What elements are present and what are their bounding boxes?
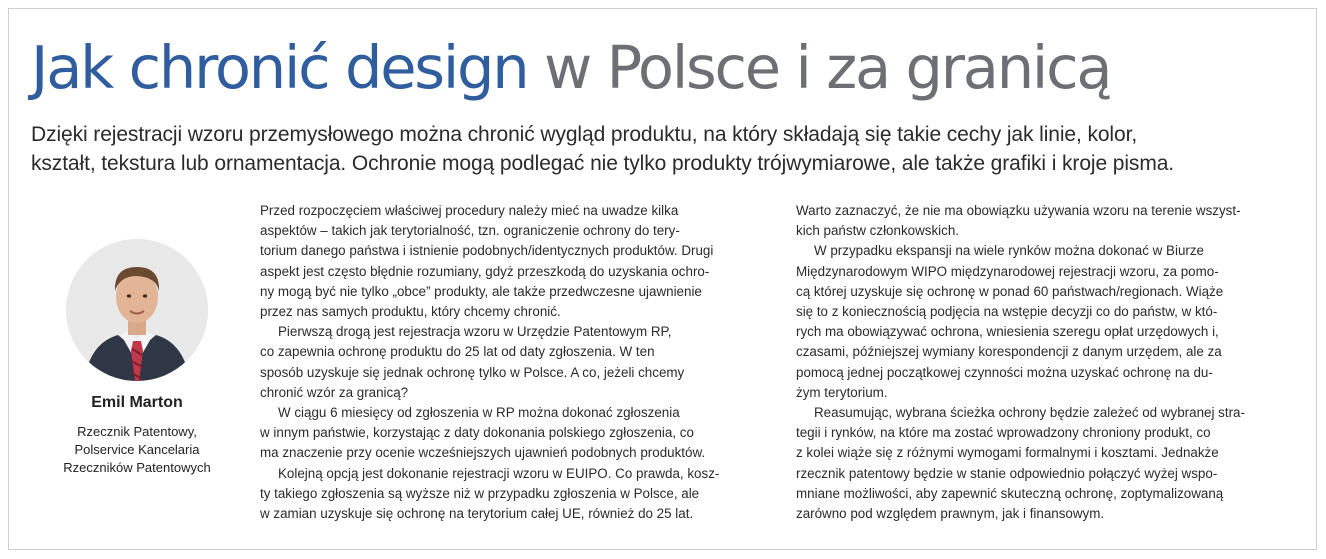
text-line: żym terytorium. — [796, 384, 888, 400]
text-line: w zamian uzyskuje się ochronę na terytorium całej UE, również do 25 lat. — [260, 506, 694, 522]
text-line: W ciągu 6 miesięcy od zgłoszenia w RP można dokonać zgłoszenia — [278, 405, 680, 421]
title-highlight: Jak chronić design — [31, 33, 528, 102]
author-role-line: Rzecznik Patentowy, — [77, 424, 197, 439]
text-line: aspektów – takich jak terytorialność, tzn. ograniczenie ochrony do tery- — [260, 223, 680, 239]
text-line: tegii i rynków, na które ma zostać wprowadzony chroniony produkt, co — [796, 425, 1211, 441]
text-line: torium danego państwa i istnienie podobnych/identycznych produktów. Drugi — [260, 243, 714, 259]
text-line: ma znaczenie przy ocenie wcześniejszych ujawnień podobnych produktów. — [260, 445, 706, 461]
text-line: chronić wzór za granicą? — [260, 384, 409, 400]
lead-line: kształt, tekstura lub ornamentacja. Ochronie mogą podlegać nie tylko produkty trójwymiarowe, ale także grafiki i kroje pisma. — [31, 152, 1175, 175]
author-role-line: Rzeczników Patentowych — [63, 460, 211, 475]
text-column-2 — [796, 201, 1301, 524]
text-line: Pierwszą drogą jest rejestracja wzoru w Urzędzie Patentowym RP, — [278, 324, 672, 340]
title-rest: w Polsce i za granicą — [527, 33, 1111, 102]
text-line: w innym państwie, korzystając z daty dokonania polskiego zgłoszenia, co — [260, 425, 694, 441]
text-line: Kolejną opcją jest dokonanie rejestracji wzoru w EUIPO. Co prawda, kosz- — [278, 465, 720, 481]
text-line: Reasumując, wybrana ścieżka ochrony będzie zależeć od wybranej stra- — [814, 405, 1245, 421]
text-line: sposób uzyskuje się jednak ochronę tylko w Polsce. A co, jeżeli chcemy — [260, 364, 685, 380]
text-line: się to z koniecznością podjęcia na wstępie decyzji co do państw, w któ- — [796, 304, 1218, 320]
text-line: Przed rozpoczęciem właściwej procedury należy mieć na uwadze kilka — [260, 203, 679, 218]
article — [8, 8, 1317, 550]
text-line: zarówno pod względem prawnym, jak i finansowym. — [796, 506, 1105, 522]
article-title — [31, 29, 1110, 107]
text-line: z kolei wiąże się z różnymi wymogami formalnymi i kosztami. Jednakże — [796, 445, 1219, 461]
text-line: rych ma obowiązywać ochrona, wniesienia szeregu opłat urzędowych i, — [796, 324, 1219, 340]
article-lead — [31, 120, 1316, 178]
text-line: W przypadku ekspansji na wiele rynków można dokonać w Biurze — [814, 243, 1204, 259]
author-box — [37, 239, 237, 477]
text-line: rzecznik patentowy będzie w stanie odpowiednio połączyć wyżej wspo- — [796, 465, 1218, 481]
author-role — [37, 423, 237, 477]
text-line: Międzynarodowym WIPO międzynarodowej rejestracji wzoru, za pomo- — [796, 263, 1219, 279]
text-line: ny mogą być nie tylko „obce” produkty, ale także przedwczesne ujawnienie — [260, 283, 702, 299]
lead-line: Dzięki rejestracji wzoru przemysłowego można chronić wygląd produktu, na który składają się takie cechy jak linie, kolor, — [31, 123, 1138, 146]
author-name: Emil Marton — [91, 394, 183, 411]
text-line: kich państw członkowskich. — [796, 223, 959, 239]
text-line: cą której uzyskuje się ochronę w ponad 60 państwach/regionach. Wiąże — [796, 283, 1224, 299]
text-line: mniane możliwości, aby zapewnić skuteczną ochronę, zoptymalizowaną — [796, 485, 1224, 501]
text-column-1 — [260, 201, 765, 524]
text-line: co zapewnia ochronę produktu do 25 lat od daty zgłoszenia. W ten — [260, 344, 655, 360]
text-line: pomocą jednej początkowej czynności można uzyskać ochronę na du- — [796, 364, 1213, 380]
text-line: ty takiego zgłoszenia są wyższe niż w przypadku zgłoszenia w Polsce, ale — [260, 485, 700, 501]
text-line: Warto zaznaczyć, że nie ma obowiązku używania wzoru na terenie wszyst- — [796, 203, 1241, 218]
text-line: aspekt jest często błędnie rozumiany, gdyż przeszkodą do uzyskania ochro- — [260, 263, 710, 279]
text-line: przez nas samych produktu, który chcemy chronić. — [260, 304, 561, 320]
text-line: czasami, późniejszej wymiany korespondencji z danym urzędem, ale za — [796, 344, 1222, 360]
author-role-line: Polservice Kancelaria — [74, 442, 200, 457]
person-portrait-icon — [66, 239, 208, 381]
